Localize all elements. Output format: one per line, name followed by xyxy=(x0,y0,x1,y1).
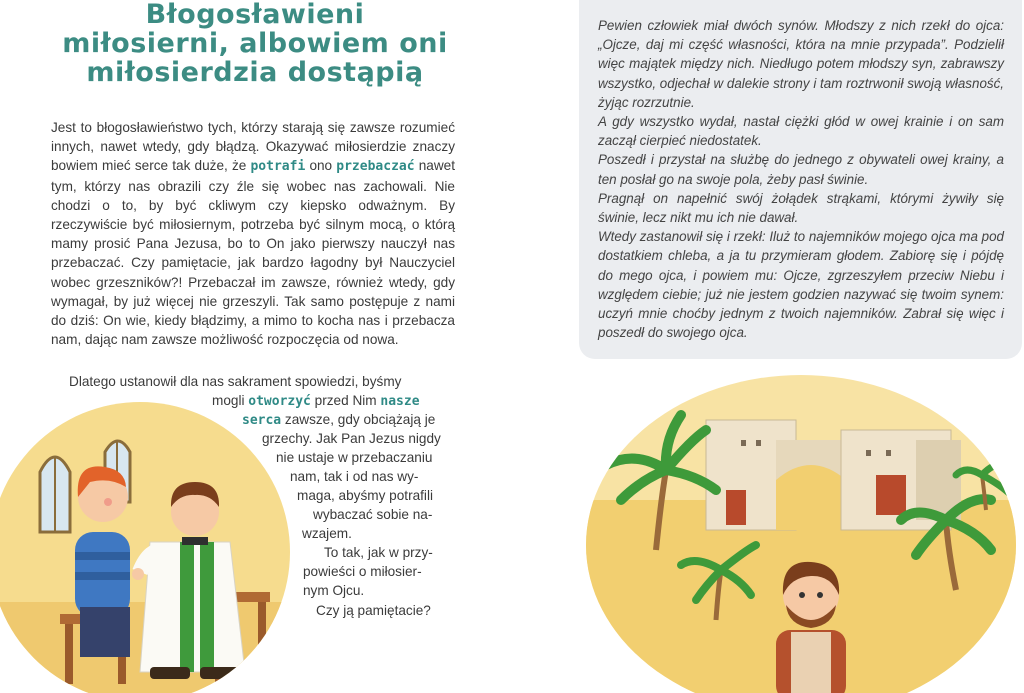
title-line-3: miłosierdzia dostąpią xyxy=(86,57,424,88)
p2-l3-text: zawsze, gdy obciążają je xyxy=(281,412,436,427)
body-text xyxy=(51,118,455,349)
title-line-1: Błogosławieni xyxy=(145,0,365,30)
paragraph-2-line-8: wybaczać sobie na- xyxy=(313,507,433,522)
highlight-otworzyc: otworzyć xyxy=(248,394,311,409)
paragraph-1 xyxy=(51,118,455,349)
paragraph-1-text-c: nawet tym, którzy nas obrazili czy źle się wobec nas zachowali. Nie chodzi o to, by być ckliwym czy kiepsko odważnym. By rzeczywiście być miłosiernym, potrzeba być silnym mocą, o którą mamy prosić Pana Jezusa, bo to On jako pierwszy nauczył nas przebaczać. Czy pamiętacie, jak bardzo łagodny był Nauczyciel wobec grzeszników?! Przebaczał im zawsze, również wtedy, gdy wymagał, by już więcej nie grzeszyli. Tak samo postępuje z nami do dziś: On wie, kiedy błądzimy, a mimo to kocha nas i przebacza nam, dając nam zawsze możliwość rozpoczęcia od nowa. xyxy=(51,158,455,348)
highlight-serca: serca xyxy=(242,413,282,428)
paragraph-2-line-6: nam, tak i od nas wy- xyxy=(290,469,419,484)
paragraph-1-text-b: ono xyxy=(305,158,337,174)
paragraph-2-line-4: grzechy. Jak Pan Jezus nigdy xyxy=(262,431,441,446)
confession-illustration xyxy=(0,402,300,693)
paragraph-1-text-a: Jest to błogosławieństwo tych, którzy starają się zawsze rozumieć innych, nawet wtedy, gdy błądzą. Okazywać miłosierdzie znaczy bowiem mieć serce tak duże, że xyxy=(51,120,455,174)
parable-text xyxy=(598,16,1004,342)
p2-l2-text-b: przed Nim xyxy=(310,393,381,408)
paragraph-4-line-1: Czy ją pamiętacie? xyxy=(316,603,431,618)
title-line-2: miłosierni, albowiem oni xyxy=(62,28,448,59)
parable-paragraph-3: Poszedł i przystał na służbę do jednego z obywateli owej krainy, a ten posłał go na swoje pola, żeby pasł świnie. xyxy=(598,152,1004,187)
highlight-nasze: nasze xyxy=(380,394,420,409)
parable-paragraph-2: A gdy wszystko wydał, nastał ciężki głód w owej krainie i on sam zaczął cierpieć niedostatek. xyxy=(598,114,1004,149)
prodigal-son-illustration xyxy=(586,370,1016,693)
parable-paragraph-4: Pragnął on napełnić swój żołądek strąkami, którymi żywiły się świnie, lecz nikt mu ich nie dawał. xyxy=(598,190,1004,226)
paragraph-3-line-3: nym Ojcu. xyxy=(303,583,365,598)
highlight-potrafi: potrafi xyxy=(250,159,306,175)
paragraph-3-line-1: To tak, jak w przy- xyxy=(324,545,433,560)
paragraph-2-line-5: nie ustaje w przebaczaniu xyxy=(276,450,433,465)
p2-l2-text-a: mogli xyxy=(212,393,249,408)
paragraph-3-line-2: powieści o miłosier- xyxy=(303,564,422,579)
page-title xyxy=(40,0,470,87)
paragraph-2-line-9: wzajem. xyxy=(302,526,352,541)
highlight-przebaczac: przebaczać xyxy=(336,159,415,175)
parable-paragraph-5: Wtedy zastanowił się i rzekł: Iluż to najemników mojego ojca ma pod dostatkiem chleba, a ja tu przymieram głodem. Zabiorę się i pójdę do mego ojca, i powiem mu: Ojcze, zgrzeszyłem przeciw Niebu i względem ciebie; już nie jestem godzien nazywać się twoim synem: uczyń mnie choćby jednym z twoich najemników. Zabrał się więc i poszedł do swojego ojca. xyxy=(598,229,1004,341)
paragraph-2-line-1: Dlatego ustanowił dla nas sakrament spowiedzi, byśmy xyxy=(69,374,402,389)
parable-paragraph-1: Pewien człowiek miał dwóch synów. Młodszy z nich rzekł do ojca: „Ojcze, daj mi część własności, która na mnie przypada”. Podzielił więc majątek między nich. Niedługo potem młodszy syn, zabrawszy wszystko, odjechał w dalekie strony i tam roztrwonił swoją własność, żyjąc rozrzutnie. xyxy=(598,18,1004,110)
paragraph-2-line-7: maga, abyśmy potrafili xyxy=(297,488,433,503)
